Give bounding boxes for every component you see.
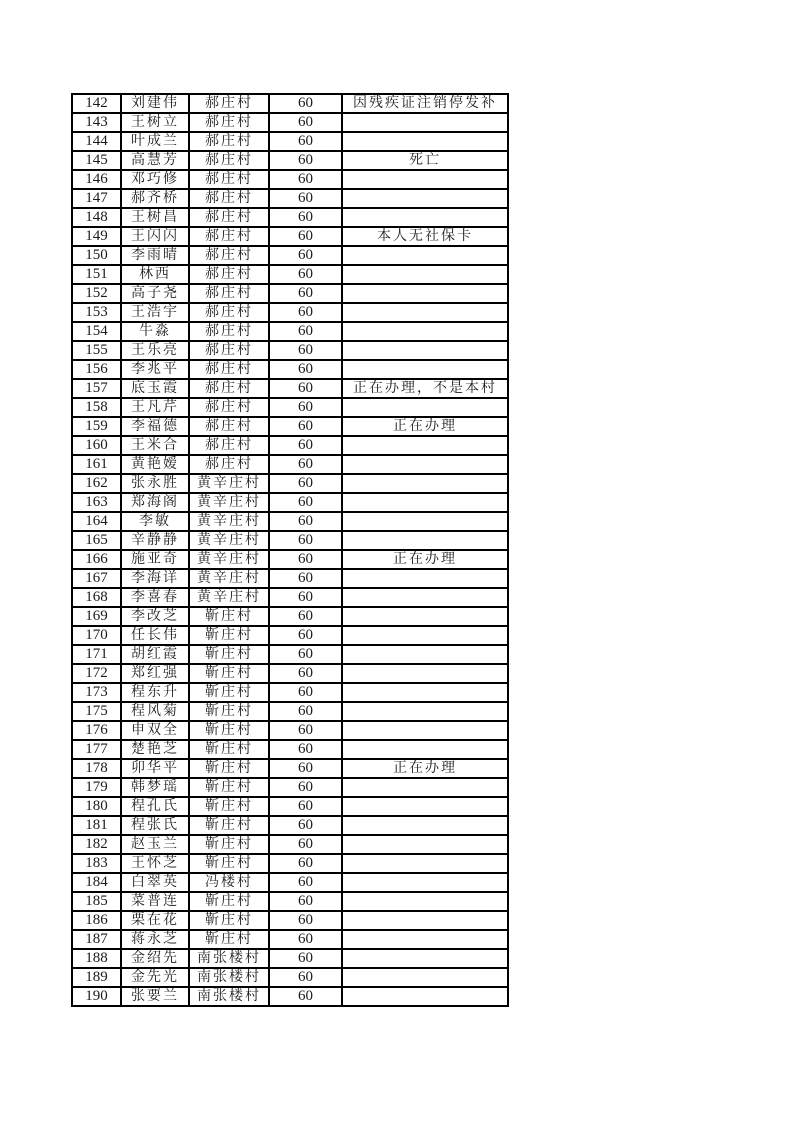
- remark-cell: [342, 607, 508, 626]
- amount-cell: 60: [269, 265, 342, 284]
- table-row: [72, 189, 508, 208]
- village-cell: 郝庄村: [189, 379, 269, 398]
- row-number-cell: 158: [72, 398, 121, 417]
- table-row: [72, 151, 508, 170]
- village-cell: 靳庄村: [189, 721, 269, 740]
- remark-cell: [342, 455, 508, 474]
- row-number-cell: 165: [72, 531, 121, 550]
- remark-cell: [342, 702, 508, 721]
- remark-cell: [342, 645, 508, 664]
- row-number-cell: 179: [72, 778, 121, 797]
- remark-cell: [342, 512, 508, 531]
- row-number-cell: 181: [72, 816, 121, 835]
- village-cell: 黄辛庄村: [189, 550, 269, 569]
- amount-cell: 60: [269, 911, 342, 930]
- name-cell: 郑红强: [121, 664, 189, 683]
- row-number-cell: 163: [72, 493, 121, 512]
- remark-cell: [342, 132, 508, 151]
- remark-cell: [342, 626, 508, 645]
- table-row: [72, 930, 508, 949]
- row-number-cell: 190: [72, 987, 121, 1006]
- row-number-cell: 177: [72, 740, 121, 759]
- amount-cell: 60: [269, 835, 342, 854]
- name-cell: 胡红霞: [121, 645, 189, 664]
- amount-cell: 60: [269, 455, 342, 474]
- village-cell: 郝庄村: [189, 208, 269, 227]
- village-cell: 靳庄村: [189, 816, 269, 835]
- remark-cell: [342, 493, 508, 512]
- village-cell: 靳庄村: [189, 778, 269, 797]
- name-cell: 李福德: [121, 417, 189, 436]
- amount-cell: 60: [269, 94, 342, 113]
- village-cell: 郝庄村: [189, 113, 269, 132]
- row-number-cell: 186: [72, 911, 121, 930]
- table-row: [72, 113, 508, 132]
- table-row: [72, 170, 508, 189]
- remark-cell: [342, 341, 508, 360]
- village-cell: 靳庄村: [189, 740, 269, 759]
- table-row: [72, 493, 508, 512]
- name-cell: 牛淼: [121, 322, 189, 341]
- remark-cell: 死亡: [342, 151, 508, 170]
- row-number-cell: 188: [72, 949, 121, 968]
- village-cell: 冯楼村: [189, 873, 269, 892]
- amount-cell: 60: [269, 797, 342, 816]
- amount-cell: 60: [269, 113, 342, 132]
- name-cell: 卯华平: [121, 759, 189, 778]
- amount-cell: 60: [269, 854, 342, 873]
- name-cell: 郑海阁: [121, 493, 189, 512]
- amount-cell: 60: [269, 968, 342, 987]
- name-cell: 王树立: [121, 113, 189, 132]
- remark-cell: [342, 683, 508, 702]
- village-cell: 南张楼村: [189, 968, 269, 987]
- table-row: [72, 265, 508, 284]
- name-cell: 金先光: [121, 968, 189, 987]
- table-row: [72, 797, 508, 816]
- name-cell: 李喜春: [121, 588, 189, 607]
- village-cell: 靳庄村: [189, 892, 269, 911]
- remark-cell: [342, 930, 508, 949]
- name-cell: 李兆平: [121, 360, 189, 379]
- table-row: [72, 645, 508, 664]
- remark-cell: [342, 531, 508, 550]
- village-cell: 靳庄村: [189, 683, 269, 702]
- row-number-cell: 150: [72, 246, 121, 265]
- row-number-cell: 170: [72, 626, 121, 645]
- village-cell: 靳庄村: [189, 702, 269, 721]
- village-cell: 郝庄村: [189, 360, 269, 379]
- remark-cell: [342, 873, 508, 892]
- amount-cell: 60: [269, 816, 342, 835]
- table-row: [72, 607, 508, 626]
- amount-cell: 60: [269, 778, 342, 797]
- table-row: [72, 208, 508, 227]
- amount-cell: 60: [269, 569, 342, 588]
- remark-cell: [342, 664, 508, 683]
- table-row: [72, 303, 508, 322]
- village-cell: 郝庄村: [189, 94, 269, 113]
- table-row: [72, 721, 508, 740]
- village-cell: 靳庄村: [189, 664, 269, 683]
- remark-cell: [342, 816, 508, 835]
- table-row: [72, 436, 508, 455]
- remark-cell: [342, 892, 508, 911]
- amount-cell: 60: [269, 151, 342, 170]
- name-cell: 张要兰: [121, 987, 189, 1006]
- table-row: [72, 892, 508, 911]
- remark-cell: [342, 854, 508, 873]
- row-number-cell: 147: [72, 189, 121, 208]
- row-number-cell: 159: [72, 417, 121, 436]
- table-row: [72, 588, 508, 607]
- name-cell: 施亚奇: [121, 550, 189, 569]
- remark-cell: [342, 474, 508, 493]
- village-cell: 黄辛庄村: [189, 588, 269, 607]
- village-cell: 靳庄村: [189, 626, 269, 645]
- village-cell: 郝庄村: [189, 455, 269, 474]
- amount-cell: 60: [269, 132, 342, 151]
- village-cell: 靳庄村: [189, 930, 269, 949]
- row-number-cell: 169: [72, 607, 121, 626]
- amount-cell: 60: [269, 227, 342, 246]
- amount-cell: 60: [269, 493, 342, 512]
- remark-cell: [342, 797, 508, 816]
- remark-cell: [342, 968, 508, 987]
- remark-cell: 正在办理: [342, 759, 508, 778]
- amount-cell: 60: [269, 721, 342, 740]
- village-cell: 郝庄村: [189, 265, 269, 284]
- amount-cell: 60: [269, 683, 342, 702]
- row-number-cell: 187: [72, 930, 121, 949]
- village-cell: 郝庄村: [189, 151, 269, 170]
- table-row: [72, 284, 508, 303]
- table-row: [72, 455, 508, 474]
- name-cell: 王闪闪: [121, 227, 189, 246]
- table-row: [72, 626, 508, 645]
- amount-cell: 60: [269, 740, 342, 759]
- table-row: [72, 474, 508, 493]
- village-cell: 南张楼村: [189, 949, 269, 968]
- remark-cell: [342, 740, 508, 759]
- name-cell: 菜普连: [121, 892, 189, 911]
- amount-cell: 60: [269, 531, 342, 550]
- table-row: [72, 398, 508, 417]
- name-cell: 李雨晴: [121, 246, 189, 265]
- row-number-cell: 151: [72, 265, 121, 284]
- name-cell: 叶成兰: [121, 132, 189, 151]
- amount-cell: 60: [269, 645, 342, 664]
- remark-cell: 正在办理: [342, 417, 508, 436]
- amount-cell: 60: [269, 341, 342, 360]
- name-cell: 王浩宇: [121, 303, 189, 322]
- roster-table: [71, 93, 509, 1007]
- table-row: [72, 360, 508, 379]
- row-number-cell: 178: [72, 759, 121, 778]
- name-cell: 程张氏: [121, 816, 189, 835]
- name-cell: 王凡芹: [121, 398, 189, 417]
- row-number-cell: 149: [72, 227, 121, 246]
- table-row: [72, 227, 508, 246]
- row-number-cell: 144: [72, 132, 121, 151]
- amount-cell: 60: [269, 987, 342, 1006]
- table-row: [72, 683, 508, 702]
- row-number-cell: 143: [72, 113, 121, 132]
- table-row: [72, 987, 508, 1006]
- remark-cell: 本人无社保卡: [342, 227, 508, 246]
- row-number-cell: 160: [72, 436, 121, 455]
- village-cell: 靳庄村: [189, 607, 269, 626]
- amount-cell: 60: [269, 512, 342, 531]
- row-number-cell: 148: [72, 208, 121, 227]
- remark-cell: [342, 588, 508, 607]
- name-cell: 李敏: [121, 512, 189, 531]
- table-row: [72, 664, 508, 683]
- remark-cell: [342, 436, 508, 455]
- name-cell: 蒋永芝: [121, 930, 189, 949]
- row-number-cell: 146: [72, 170, 121, 189]
- table-row: [72, 816, 508, 835]
- name-cell: 王乐亮: [121, 341, 189, 360]
- village-cell: 靳庄村: [189, 759, 269, 778]
- table-row: [72, 379, 508, 398]
- village-cell: 靳庄村: [189, 797, 269, 816]
- amount-cell: 60: [269, 322, 342, 341]
- table-row: [72, 968, 508, 987]
- name-cell: 赵玉兰: [121, 835, 189, 854]
- amount-cell: 60: [269, 170, 342, 189]
- table-row: [72, 94, 508, 113]
- remark-cell: [342, 835, 508, 854]
- table-row: [72, 569, 508, 588]
- remark-cell: 因残疾证注销停发补: [342, 94, 508, 113]
- name-cell: 程风菊: [121, 702, 189, 721]
- village-cell: 黄辛庄村: [189, 474, 269, 493]
- village-cell: 靳庄村: [189, 911, 269, 930]
- row-number-cell: 162: [72, 474, 121, 493]
- name-cell: 林西: [121, 265, 189, 284]
- village-cell: 黄辛庄村: [189, 493, 269, 512]
- village-cell: 黄辛庄村: [189, 512, 269, 531]
- table-row: [72, 759, 508, 778]
- table-row: [72, 740, 508, 759]
- row-number-cell: 189: [72, 968, 121, 987]
- name-cell: 郝齐桥: [121, 189, 189, 208]
- name-cell: 李海详: [121, 569, 189, 588]
- village-cell: 黄辛庄村: [189, 569, 269, 588]
- remark-cell: 正在办理: [342, 550, 508, 569]
- name-cell: 王米合: [121, 436, 189, 455]
- village-cell: 郝庄村: [189, 284, 269, 303]
- table-row: [72, 949, 508, 968]
- row-number-cell: 161: [72, 455, 121, 474]
- row-number-cell: 176: [72, 721, 121, 740]
- row-number-cell: 184: [72, 873, 121, 892]
- village-cell: 郝庄村: [189, 417, 269, 436]
- table-row: [72, 531, 508, 550]
- remark-cell: 正在办理，不是本村: [342, 379, 508, 398]
- row-number-cell: 145: [72, 151, 121, 170]
- roster-body: [72, 94, 508, 1006]
- village-cell: 郝庄村: [189, 322, 269, 341]
- row-number-cell: 155: [72, 341, 121, 360]
- remark-cell: [342, 721, 508, 740]
- name-cell: 金绍先: [121, 949, 189, 968]
- table-row: [72, 835, 508, 854]
- remark-cell: [342, 284, 508, 303]
- village-cell: 郝庄村: [189, 398, 269, 417]
- row-number-cell: 173: [72, 683, 121, 702]
- village-cell: 靳庄村: [189, 645, 269, 664]
- amount-cell: 60: [269, 417, 342, 436]
- village-cell: 郝庄村: [189, 189, 269, 208]
- table-row: [72, 854, 508, 873]
- name-cell: 韩梦瑶: [121, 778, 189, 797]
- village-cell: 郝庄村: [189, 132, 269, 151]
- table-row: [72, 550, 508, 569]
- row-number-cell: 153: [72, 303, 121, 322]
- remark-cell: [342, 189, 508, 208]
- name-cell: 邓巧修: [121, 170, 189, 189]
- village-cell: 靳庄村: [189, 854, 269, 873]
- name-cell: 王树昌: [121, 208, 189, 227]
- village-cell: 郝庄村: [189, 436, 269, 455]
- remark-cell: [342, 170, 508, 189]
- row-number-cell: 183: [72, 854, 121, 873]
- village-cell: 郝庄村: [189, 170, 269, 189]
- table-row: [72, 132, 508, 151]
- amount-cell: 60: [269, 949, 342, 968]
- amount-cell: 60: [269, 873, 342, 892]
- row-number-cell: 180: [72, 797, 121, 816]
- amount-cell: 60: [269, 303, 342, 322]
- name-cell: 辛静静: [121, 531, 189, 550]
- row-number-cell: 168: [72, 588, 121, 607]
- row-number-cell: 175: [72, 702, 121, 721]
- amount-cell: 60: [269, 436, 342, 455]
- row-number-cell: 142: [72, 94, 121, 113]
- village-cell: 靳庄村: [189, 835, 269, 854]
- remark-cell: [342, 911, 508, 930]
- name-cell: 李改芝: [121, 607, 189, 626]
- table-row: [72, 322, 508, 341]
- row-number-cell: 182: [72, 835, 121, 854]
- village-cell: 南张楼村: [189, 987, 269, 1006]
- amount-cell: 60: [269, 607, 342, 626]
- name-cell: 申双全: [121, 721, 189, 740]
- amount-cell: 60: [269, 379, 342, 398]
- village-cell: 郝庄村: [189, 341, 269, 360]
- name-cell: 高子尧: [121, 284, 189, 303]
- amount-cell: 60: [269, 360, 342, 379]
- amount-cell: 60: [269, 246, 342, 265]
- name-cell: 栗在花: [121, 911, 189, 930]
- name-cell: 高慧芳: [121, 151, 189, 170]
- village-cell: 黄辛庄村: [189, 531, 269, 550]
- row-number-cell: 171: [72, 645, 121, 664]
- remark-cell: [342, 949, 508, 968]
- amount-cell: 60: [269, 208, 342, 227]
- name-cell: 底玉霞: [121, 379, 189, 398]
- table-row: [72, 341, 508, 360]
- row-number-cell: 185: [72, 892, 121, 911]
- amount-cell: 60: [269, 398, 342, 417]
- remark-cell: [342, 113, 508, 132]
- row-number-cell: 172: [72, 664, 121, 683]
- amount-cell: 60: [269, 284, 342, 303]
- remark-cell: [342, 208, 508, 227]
- name-cell: 黄艳嫒: [121, 455, 189, 474]
- table-row: [72, 911, 508, 930]
- amount-cell: 60: [269, 474, 342, 493]
- name-cell: 白翠英: [121, 873, 189, 892]
- table-row: [72, 512, 508, 531]
- village-cell: 郝庄村: [189, 303, 269, 322]
- village-cell: 郝庄村: [189, 227, 269, 246]
- village-cell: 郝庄村: [189, 246, 269, 265]
- row-number-cell: 154: [72, 322, 121, 341]
- amount-cell: 60: [269, 664, 342, 683]
- name-cell: 王怀芝: [121, 854, 189, 873]
- amount-cell: 60: [269, 702, 342, 721]
- table-row: [72, 873, 508, 892]
- table-row: [72, 778, 508, 797]
- name-cell: 刘建伟: [121, 94, 189, 113]
- name-cell: 张永胜: [121, 474, 189, 493]
- amount-cell: 60: [269, 626, 342, 645]
- amount-cell: 60: [269, 189, 342, 208]
- remark-cell: [342, 265, 508, 284]
- table-row: [72, 246, 508, 265]
- row-number-cell: 166: [72, 550, 121, 569]
- row-number-cell: 152: [72, 284, 121, 303]
- row-number-cell: 156: [72, 360, 121, 379]
- remark-cell: [342, 303, 508, 322]
- amount-cell: 60: [269, 550, 342, 569]
- amount-cell: 60: [269, 892, 342, 911]
- name-cell: 程东升: [121, 683, 189, 702]
- name-cell: 程孔氏: [121, 797, 189, 816]
- amount-cell: 60: [269, 588, 342, 607]
- remark-cell: [342, 360, 508, 379]
- name-cell: 楚艳芝: [121, 740, 189, 759]
- remark-cell: [342, 398, 508, 417]
- table-row: [72, 702, 508, 721]
- table-row: [72, 417, 508, 436]
- row-number-cell: 164: [72, 512, 121, 531]
- remark-cell: [342, 322, 508, 341]
- remark-cell: [342, 246, 508, 265]
- remark-cell: [342, 569, 508, 588]
- amount-cell: 60: [269, 759, 342, 778]
- remark-cell: [342, 778, 508, 797]
- amount-cell: 60: [269, 930, 342, 949]
- row-number-cell: 167: [72, 569, 121, 588]
- remark-cell: [342, 987, 508, 1006]
- row-number-cell: 157: [72, 379, 121, 398]
- name-cell: 任长伟: [121, 626, 189, 645]
